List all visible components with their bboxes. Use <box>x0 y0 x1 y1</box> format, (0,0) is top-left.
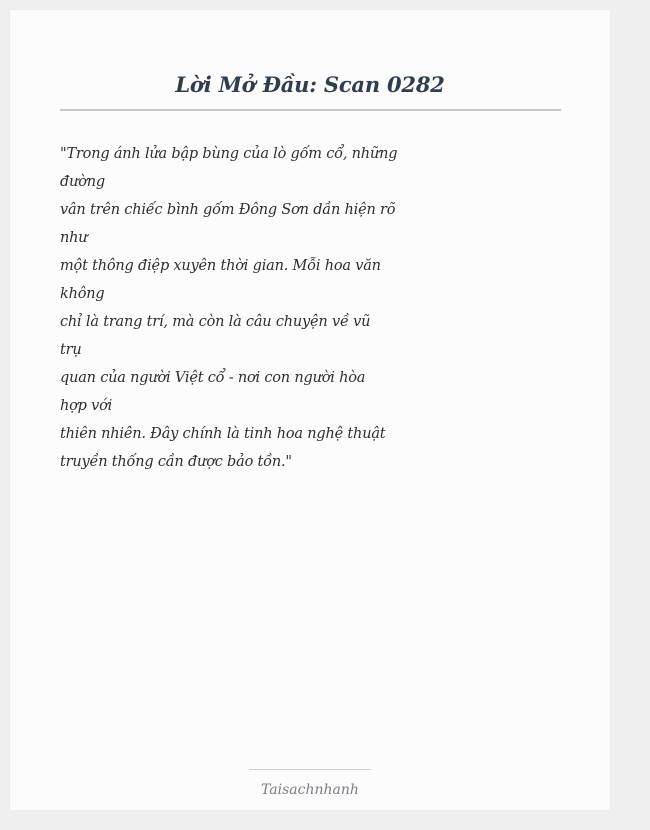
title-divider <box>60 109 561 111</box>
quote-line: truyền thống cần được bảo tồn." <box>60 454 292 470</box>
quote-line: vân trên chiếc bình gốm Đông Sơn dần hiện rõ <box>60 202 396 218</box>
quote-line: không <box>60 286 105 302</box>
quote-body <box>60 140 398 476</box>
document-page <box>10 10 610 810</box>
quote-line: trụ <box>60 342 82 358</box>
quote-line: hợp với <box>60 398 113 414</box>
footer-watermark: Taisachnhanh <box>261 782 359 798</box>
quote-line: như <box>60 230 88 246</box>
quote-line: đường <box>60 174 105 190</box>
quote-line: một thông điệp xuyên thời gian. Mỗi hoa văn <box>60 258 381 274</box>
quote-line: "Trong ánh lửa bập bùng của lò gốm cổ, những <box>60 146 398 162</box>
footer-divider <box>249 769 371 770</box>
quote-line: chỉ là trang trí, mà còn là câu chuyện về vũ <box>60 314 371 330</box>
page-title: Lời Mở Đầu: Scan 0282 <box>175 72 445 97</box>
quote-line: quan của người Việt cổ - nơi con người hòa <box>60 370 366 386</box>
quote-line: thiên nhiên. Đây chính là tinh hoa nghệ thuật <box>60 426 386 442</box>
